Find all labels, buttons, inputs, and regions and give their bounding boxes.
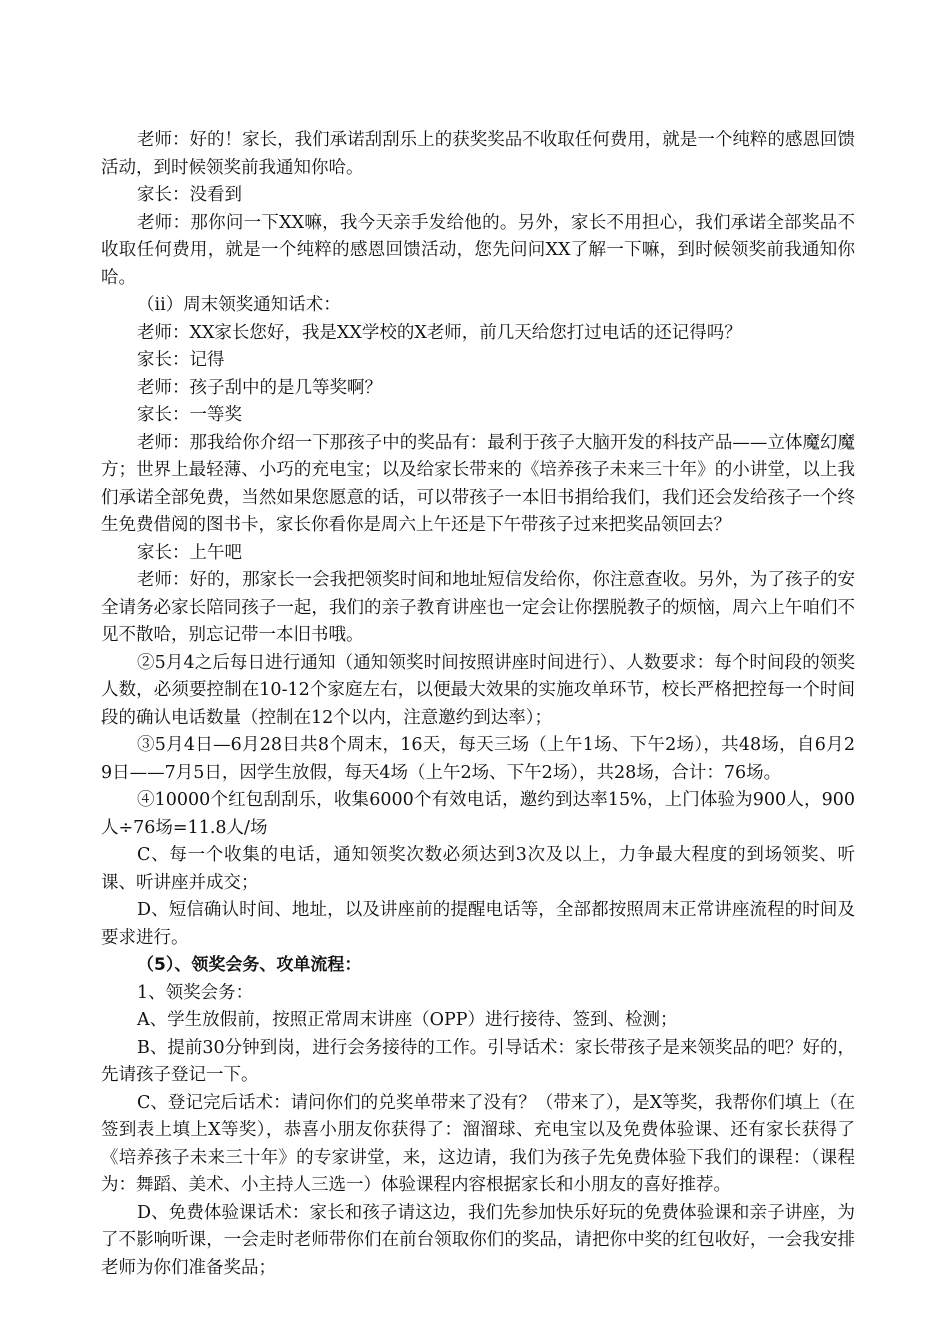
- paragraph: 家长：没看到: [137, 185, 242, 205]
- list-item: ④10000个红包刮刮乐，收集6000个有效电话，邀约到达率15%，上门体验为900人，900人÷76场=11.8人/场: [101, 790, 855, 838]
- paragraph: 家长：上午吧: [137, 542, 242, 563]
- paragraph: 老师：好的！家长，我们承诺刮刮乐上的获奖奖品不收取任何费用，就是一个纯粹的感恩回馈活动，到时候领奖前我通知你哈。: [101, 130, 855, 178]
- paragraph: 家长：一等奖: [137, 405, 242, 425]
- list-item: ③5月4日—6月28日共8个周末，16天，每天三场（上午1场、下午2场），共48场，自6月29日——7月5日，因学生放假，每天4场（上午2场、下午2场），共28场，合计：76场。: [101, 735, 855, 783]
- list-item: B、提前30分钟到岗，进行会务接待的工作。引导话术：家长带孩子是来领奖品的吧？好的，先请孩子登记一下。: [101, 1037, 855, 1085]
- subsection-heading: 1、领奖会务：: [137, 982, 254, 1003]
- section-heading: （5）、领奖会务、攻单流程：: [137, 955, 362, 975]
- document-body: [101, 127, 855, 1282]
- paragraph: 家长：记得: [137, 350, 225, 370]
- subsection-heading: （ii）周末领奖通知话术：: [137, 295, 341, 315]
- list-item: C、登记完后话术：请问你们的兑奖单带来了没有？（带来了），是X等奖，我帮你们填上（在签到表上填上X等奖），恭喜小朋友你获得了：溜溜球、充电宝以及免费体验课、还有家长获得了《培养孩子未来三十年》的专家讲堂，来，这边请，我们为孩子先免费体验下我们的课程：（课程为：舞蹈、美术、小主持人三选一）体验课程内容根据家长和小朋友的喜好推荐。: [101, 1092, 855, 1195]
- list-item: A、学生放假前，按照正常周末讲座（OPP）进行接待、签到、检测；: [137, 1010, 678, 1030]
- list-item: D、免费体验课话术：家长和孩子请这边，我们先参加快乐好玩的免费体验课和亲子讲座，为了不影响听课，一会走时老师带你们在前台领取你们的奖品，请把你中奖的红包收好，一会我安排老师为你们准备奖品；: [101, 1202, 855, 1278]
- paragraph: 老师：XX家长您好，我是XX学校的X老师，前几天给您打过电话的还记得吗？: [137, 322, 742, 343]
- paragraph: 老师：好的，那家长一会我把领奖时间和地址短信发给你，你注意查收。另外，为了孩子的安全请务必家长陪同孩子一起，我们的亲子教育讲座也一定会让你摆脱教子的烦恼，周六上午咱们不见不散哈，别忘记带一本旧书哦。: [101, 570, 855, 645]
- list-item: D、短信确认时间、地址，以及讲座前的提醒电话等，全部都按照周末正常讲座流程的时间及要求进行。: [101, 900, 855, 948]
- list-item: ②5月4之后每日进行通知（通知领奖时间按照讲座时间进行）、人数要求：每个时间段的领奖人数，必须要控制在10-12个家庭左右，以便最大效果的实施攻单环节，校长严格把控每一个时间段的确认电话数量（控制在12个以内，注意邀约到达率）；: [101, 652, 855, 728]
- paragraph: 老师：孩子刮中的是几等奖啊？: [137, 377, 382, 398]
- list-item: C、每一个收集的电话，通知领奖次数必须达到3次及以上，力争最大程度的到场领奖、听课、听讲座并成交；: [101, 845, 855, 893]
- paragraph: 老师：那我给你介绍一下那孩子中的奖品有：最利于孩子大脑开发的科技产品——立体魔幻魔方；世界上最轻薄、小巧的充电宝；以及给家长带来的《培养孩子未来三十年》的小讲堂，以上我们承诺全部免费，当然如果您愿意的话，可以带孩子一本旧书捐给我们，我们还会发给孩子一个终生免费借阅的图书卡，家长你看你是周六上午还是下午带孩子过来把奖品领回去？: [101, 432, 855, 535]
- paragraph: 老师：那你问一下XX嘛，我今天亲手发给他的。另外，家长不用担心，我们承诺全部奖品不收取任何费用，就是一个纯粹的感恩回馈活动，您先问问XX了解一下嘛，到时候领奖前我通知你哈。: [101, 212, 855, 288]
